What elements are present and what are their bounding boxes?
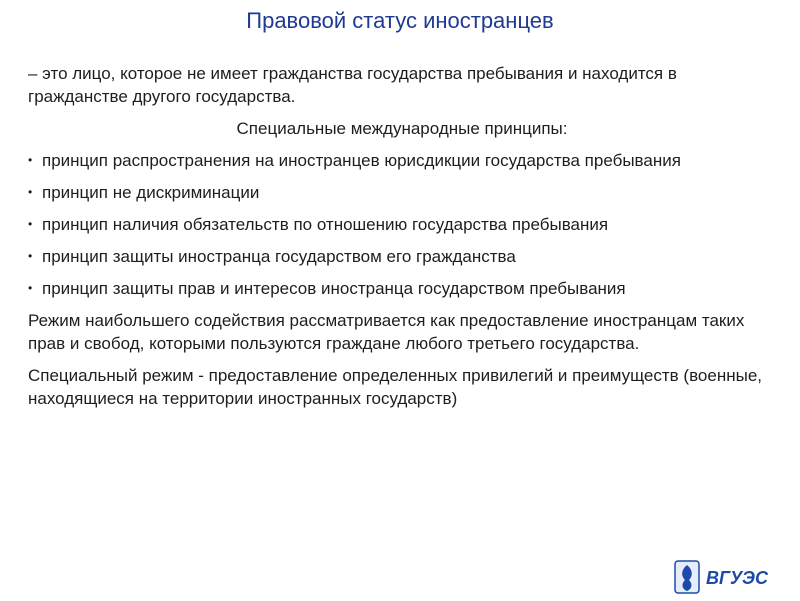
principle-text: принцип распространения на иностранцев юрисдикции государства пребывания — [42, 151, 681, 170]
list-item — [28, 277, 776, 300]
bullet-icon: • — [28, 217, 33, 231]
principles-list — [28, 149, 776, 300]
principle-text: принцип защиты иностранца государством его гражданства — [42, 247, 516, 266]
principle-text: принцип не дискриминации — [42, 183, 260, 202]
principle-text: принцип наличия обязательств по отношению государства пребывания — [42, 215, 609, 234]
list-item — [28, 213, 776, 236]
bullet-icon: • — [28, 281, 33, 295]
regime-special-text: Специальный режим - предоставление определенных привилегий и преимуществ (военные, находящиеся на территории иностранных государств) — [28, 366, 763, 408]
logo-text: ВГУЭС — [706, 568, 768, 588]
list-item — [28, 149, 776, 172]
regime-mfn-text: Режим наибольшего содействия рассматривается как предоставление иностранцам таких прав и свобод, которыми пользуются граждане любого третьего государства. — [28, 311, 745, 353]
list-item — [28, 181, 776, 204]
principle-text: принцип защиты прав и интересов иностранца государством пребывания — [42, 279, 626, 298]
university-emblem-icon — [672, 558, 792, 596]
slide-title: Правовой статус иностранцев — [246, 8, 554, 33]
principles-heading: Специальные международные принципы: — [236, 119, 568, 138]
bullet-icon: • — [28, 249, 33, 263]
list-item — [28, 245, 776, 268]
slide-content — [28, 62, 776, 419]
bullet-icon: • — [28, 185, 33, 199]
definition-text: – это лицо, которое не имеет гражданства государства пребывания и находится в гражданстве другого государства. — [28, 64, 677, 106]
bullet-icon: • — [28, 153, 33, 167]
university-logo — [672, 558, 792, 596]
